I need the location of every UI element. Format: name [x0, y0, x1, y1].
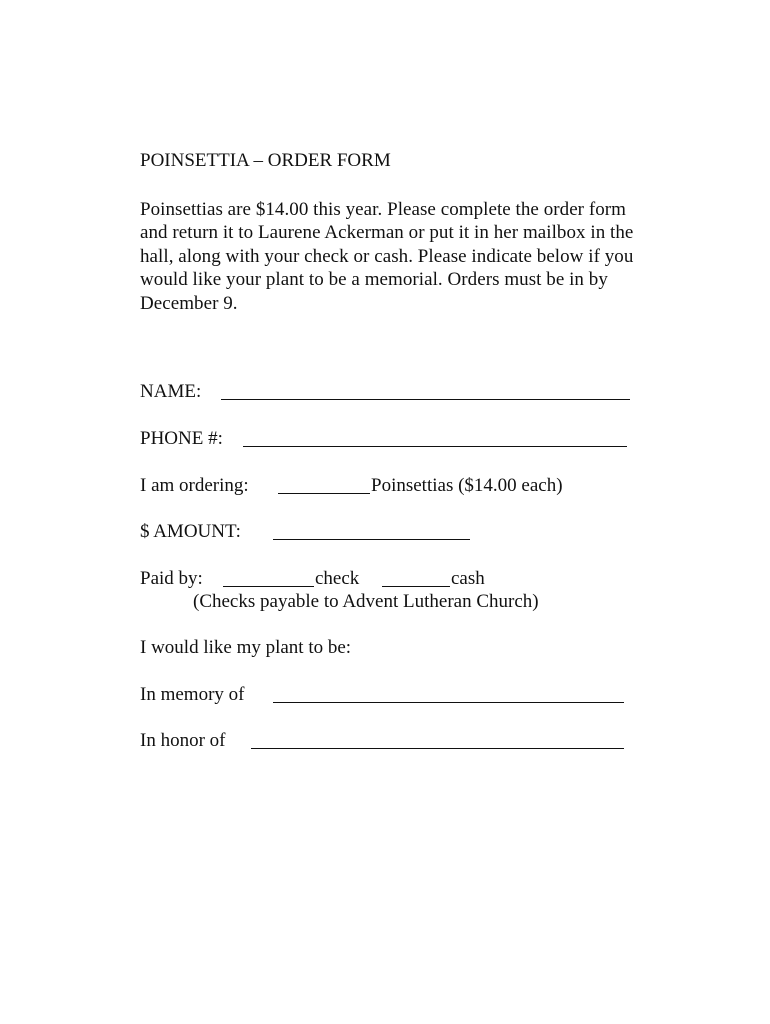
amount-label: $ AMOUNT:	[140, 521, 241, 542]
paid-cash-label: cash	[451, 568, 485, 589]
phone-field[interactable]	[243, 446, 627, 447]
ordering-label: I am ordering:	[140, 475, 249, 496]
ordering-suffix: Poinsettias ($14.00 each)	[371, 475, 563, 496]
paid-cash-blank[interactable]	[382, 586, 450, 587]
in-honor-label: In honor of	[140, 730, 226, 751]
paid-by-label: Paid by:	[140, 568, 203, 589]
name-label: NAME:	[140, 381, 202, 402]
in-memory-label: In memory of	[140, 684, 245, 705]
form-title: POINSETTIA – ORDER FORM	[140, 150, 391, 171]
checks-payable-note: (Checks payable to Advent Lutheran Church)	[193, 591, 539, 612]
amount-field[interactable]	[273, 539, 470, 540]
intro-paragraph: Poinsettias are $14.00 this year. Please complete the order form and return it to Laurene Ackerman or put it in her mailbox in the hall, along with your check or cash. Please indicate below if you would like your plant to be a memorial. Orders must be in by December 9.	[140, 199, 634, 314]
phone-label: PHONE #:	[140, 428, 223, 449]
paid-check-label: check	[315, 568, 360, 589]
plant-dedication-label: I would like my plant to be:	[140, 637, 352, 658]
name-field[interactable]	[221, 399, 630, 400]
in-honor-field[interactable]	[251, 748, 624, 749]
ordering-quantity-field[interactable]	[278, 493, 370, 494]
in-memory-field[interactable]	[273, 702, 624, 703]
paid-check-blank[interactable]	[223, 586, 314, 587]
